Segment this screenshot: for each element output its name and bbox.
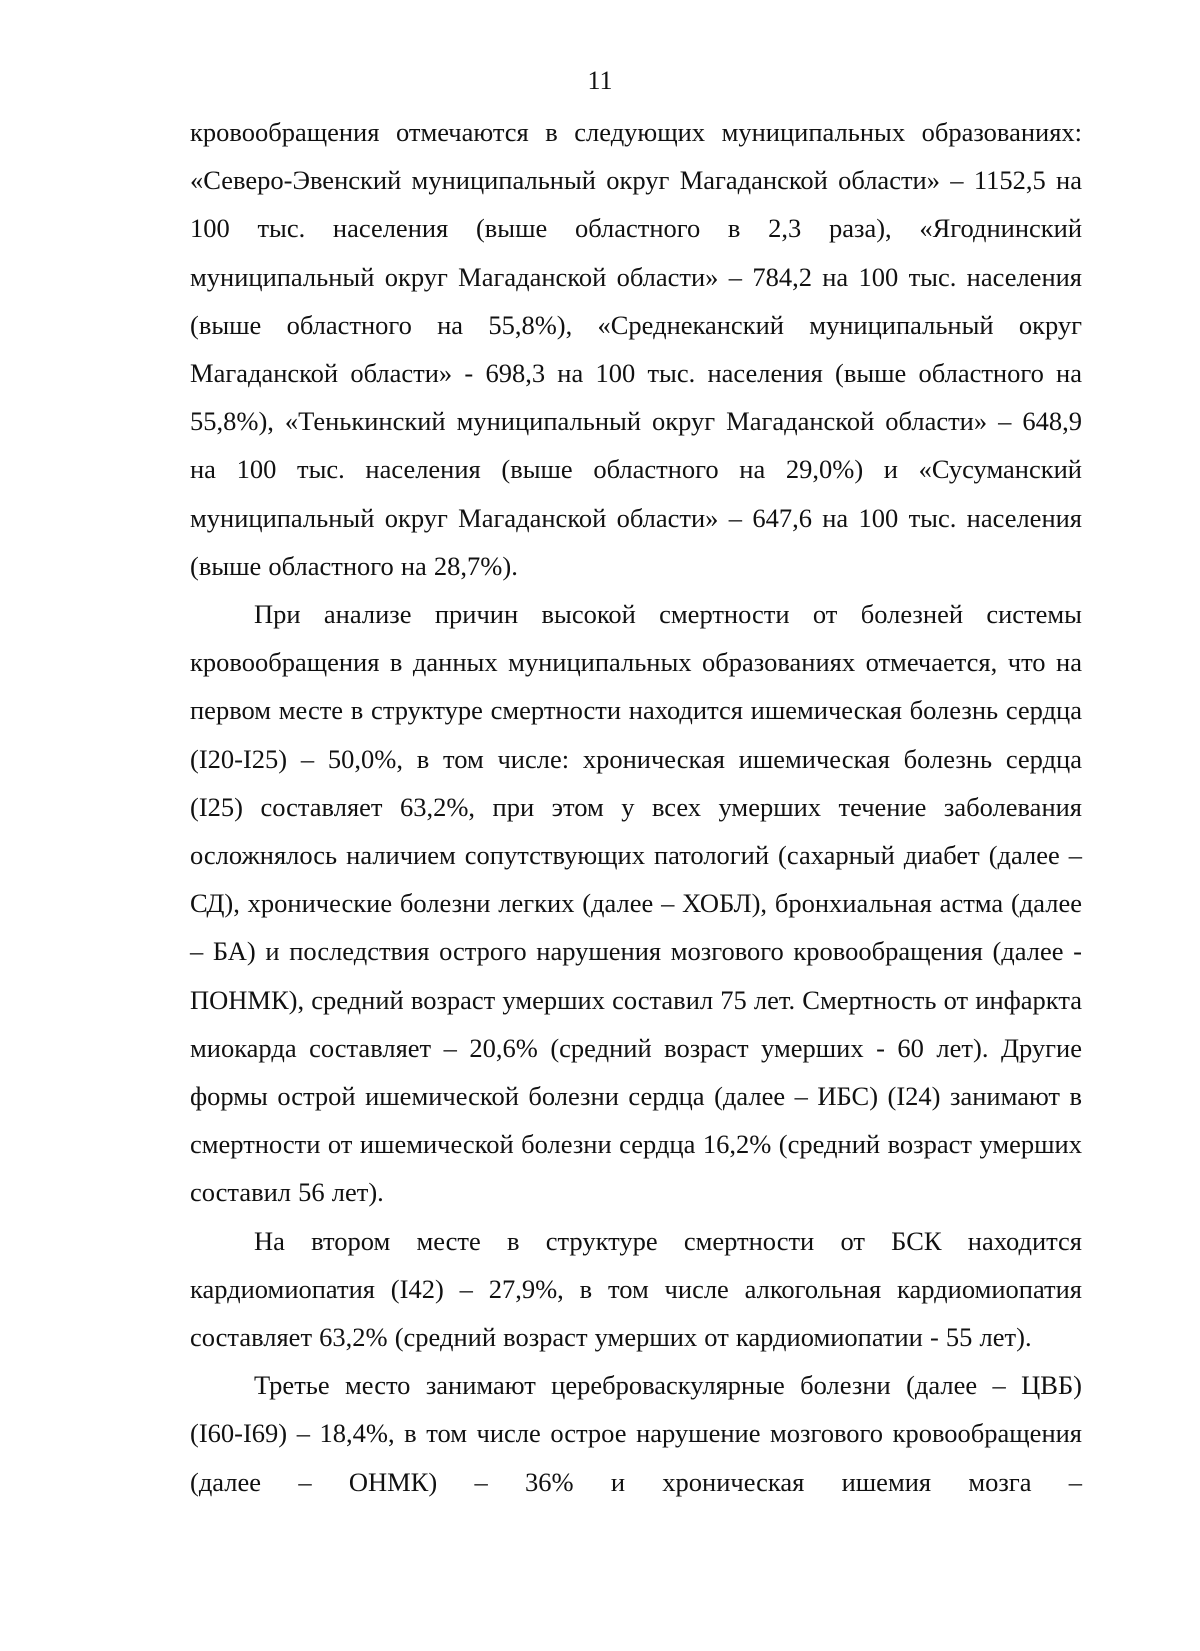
paragraph-3: На втором месте в структуре смертности от БСК находится кардиомиопатия (I42) – 27,9%, в том числе алкогольная кардиомиопатия составляет 63,2% (средний возраст умерших от кардиомиопатии - 55 лет). — [190, 1225, 1082, 1353]
paragraph-4: Третье место занимают цереброваскулярные болезни (далее – ЦВБ) (I60-I69) – 18,4%, в том числе острое нарушение мозгового кровообращения (далее – ОНМК) – 36% и хроническая ишемия мозга – — [190, 1370, 1082, 1497]
page-number: 11 — [587, 66, 613, 95]
paragraph-1: кровообращения отмечаются в следующих муниципальных образованиях: «Северо-Эвенский муниципальный округ Магаданской области» – 1152,5 на 100 тыс. населения (выше областного в 2,3 раза), «Ягоднинский муниципальный округ Магаданской области» – 784,2 на 100 тыс. населения (выше областного на 55,8%), «Среднеканский муниципальный округ Магаданской области» - 698,3 на 100 тыс. населения (выше областного на 55,8%), «Тенькинский муниципальный округ Магаданской области» – 648,9 на 100 тыс. населения (выше областного на 29,0%) и «Сусуманский муниципальный округ Магаданской области» – 647,6 на 100 тыс. населения (выше областного на 28,7%). — [190, 117, 1082, 581]
paragraph-2: При анализе причин высокой смертности от болезней системы кровообращения в данных муниципальных образованиях отмечается, что на первом месте в структуре смертности находится ишемическая болезнь сердца (I20-I25) – 50,0%, в том числе: хроническая ишемическая болезнь сердца (I25) составляет 63,2%, при этом у всех умерших течение заболевания осложнялось наличием сопутствующих патологий (сахарный диабет (далее – СД), хронические болезни легких (далее – ХОБЛ), бронхиальная астма (далее – БА) и последствия острого нарушения мозгового кровообращения (далее - ПОНМК), средний возраст умерших составил 75 лет. Смертность от инфаркта миокарда составляет – 20,6% (средний возраст умерших - 60 лет). Другие формы острой ишемической болезни сердца (далее – ИБС) (I24) занимают в смертности от ишемической болезни сердца 16,2% (средний возраст умерших составил 56 лет). — [190, 599, 1082, 1208]
document-body — [190, 108, 1082, 1506]
